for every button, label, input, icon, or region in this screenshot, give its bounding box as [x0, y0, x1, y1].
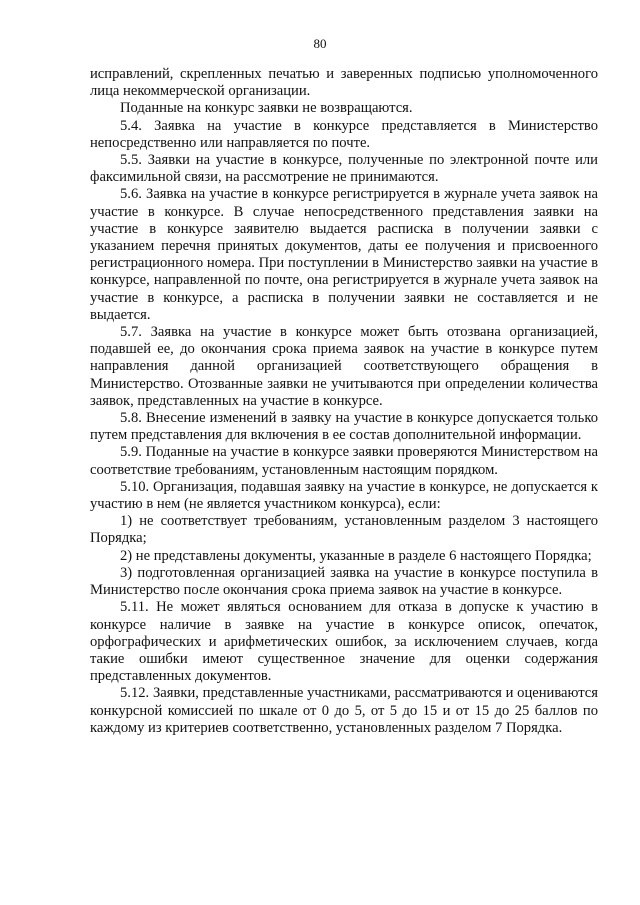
- paragraph-5-6: 5.6. Заявка на участие в конкурсе регистрируется в журнале учета заявок на участие в конкурсе. В случае непосредственного представления заявки на участие в конкурсе заявителю выдается расписка в получении заявки с указанием перечня принятых документов, даты ее получения и присвоенного регистрационного номера. При поступлении в Министерство заявки на участие в конкурсе, направленной по почте, она регистрируется в журнале учета заявок на участие в конкурсе, а расписка в получении заявки не составляется и не выдается.: [90, 186, 598, 323]
- paragraph-applications-not-returned: Поданные на конкурс заявки не возвращаются.: [120, 100, 413, 117]
- list-item-1: 1) не соответствует требованиям, установленным разделом 3 настоящего Порядка;: [90, 513, 598, 547]
- paragraph-5-12: 5.12. Заявки, представленные участниками, рассматриваются и оцениваются конкурсной комиссией по шкале от 0 до 5, от 5 до 15 и от 15 до 25 баллов по каждому из критериев соответственно, установленных разделом 7 Порядка.: [90, 685, 598, 736]
- paragraph-5-4: 5.4. Заявка на участие в конкурсе представляется в Министерство непосредственно или направляется по почте.: [90, 117, 598, 151]
- paragraph-5-7: 5.7. Заявка на участие в конкурсе может быть отозвана организацией, подавшей ее, до окончания срока приема заявок на участие в конкурсе путем направления данной организацией соответствующего обращения в Министерство. Отозванные заявки не учитываются при определении количества заявок, представленных на участие в конкурсе.: [90, 324, 598, 409]
- paragraph-5-5: 5.5. Заявки на участие в конкурсе, полученные по электронной почте или факсимильной связи, на рассмотрение не принимаются.: [90, 152, 598, 186]
- page-number: 80: [313, 36, 327, 51]
- paragraph-5-10: 5.10. Организация, подавшая заявку на участие в конкурсе, не допускается к участию в нем (не является участником конкурса), если:: [90, 478, 598, 513]
- document-body: [90, 66, 598, 737]
- list-item-3: 3) подготовленная организацией заявка на участие в конкурсе поступила в Министерство после окончания срока приема заявок на участие в конкурсе.: [90, 564, 598, 599]
- paragraph-5-8: 5.8. Внесение изменений в заявку на участие в конкурсе допускается только путем представления для включения в ее состав дополнительной информации.: [90, 410, 598, 444]
- list-item-2: 2) не представлены документы, указанные в разделе 6 настоящего Порядка;: [120, 547, 592, 564]
- paragraph-5-9: 5.9. Поданные на участие в конкурсе заявки проверяются Министерством на соответствие требованиям, установленным настоящим порядком.: [90, 444, 598, 478]
- paragraph-continuation: исправлений, скрепленных печатью и заверенных подписью уполномоченного лица некоммерческой организации.: [90, 66, 598, 100]
- paragraph-5-11: 5.11. Не может являться основанием для отказа в допуске к участию в конкурсе наличие в заявке на участие в конкурсе описок, опечаток, орфографических и арифметических ошибок, за исключением случаев, когда такие ошибки имеют существенное значение для оценки содержания представленных документов.: [90, 599, 598, 685]
